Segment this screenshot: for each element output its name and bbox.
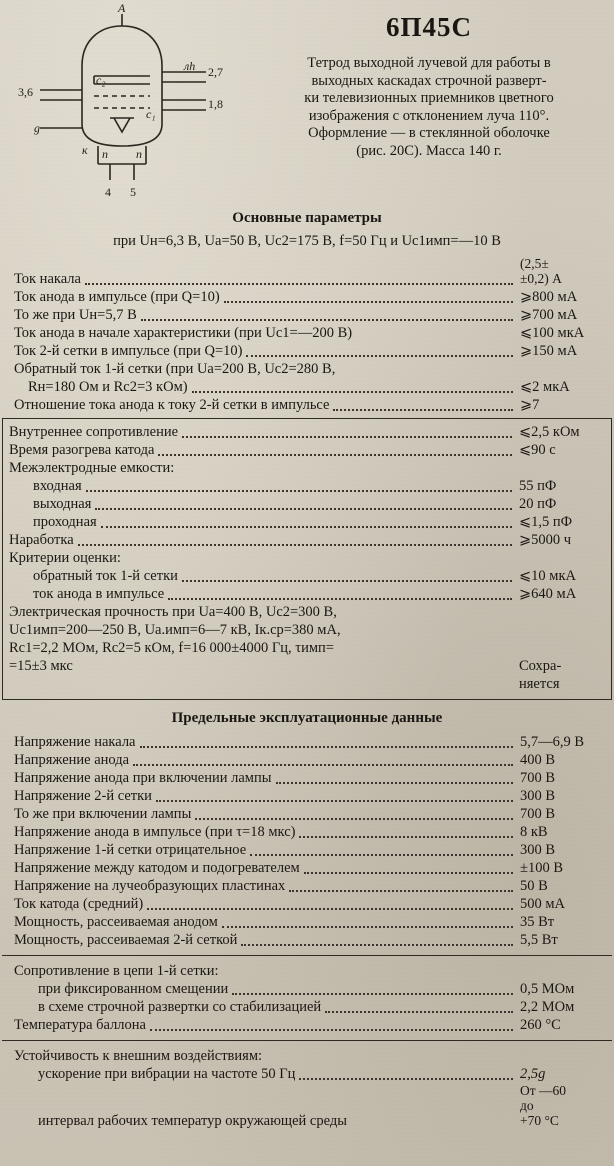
param-value: (2,5± ±0,2) А bbox=[520, 256, 562, 286]
param-value: 300 В bbox=[520, 842, 556, 858]
param-label: То же при Uн=5,7 В bbox=[14, 307, 137, 323]
leader-dots bbox=[276, 781, 514, 784]
pin-label-p-right: п bbox=[136, 147, 142, 161]
param-value: 2,5g bbox=[520, 1066, 546, 1082]
param-value: ⩾5000 ч bbox=[519, 532, 572, 548]
desc-line-3: ки телевизионных приемников цветного bbox=[304, 90, 554, 106]
page-title: 6П45С bbox=[386, 12, 472, 42]
title-block bbox=[252, 8, 606, 160]
leader-dots bbox=[224, 300, 513, 303]
param-value: ⩽90 с bbox=[519, 442, 556, 458]
param-label: Межэлектродные емкости: bbox=[9, 460, 175, 476]
desc-line-4: изображения с отклонением луча 110°. bbox=[308, 107, 550, 124]
param-label: при фиксированном смещении bbox=[38, 981, 229, 997]
param-label: То же при включении лампы bbox=[14, 806, 192, 822]
param-row bbox=[14, 931, 606, 949]
leader-dots bbox=[101, 525, 512, 528]
electrical-strength-value bbox=[515, 603, 605, 693]
param-row bbox=[14, 396, 606, 414]
param-row bbox=[9, 441, 605, 459]
param-label: Напряжение 1-й сетки отрицательное bbox=[14, 842, 247, 858]
pin-label-36: 3,6 bbox=[18, 85, 33, 99]
param-label: ток анода в импульсе bbox=[33, 586, 165, 602]
leader-dots bbox=[325, 1010, 513, 1013]
param-label: обратный ток 1-й сетки bbox=[33, 568, 178, 584]
param-value: ⩾7 bbox=[520, 397, 540, 413]
param-label: Внутреннее сопротивление bbox=[9, 424, 179, 440]
param-label: Температура баллона bbox=[14, 1017, 146, 1033]
desc-line-5: Оформление — в стеклянной оболочке bbox=[308, 125, 550, 141]
param-row bbox=[14, 378, 606, 396]
leader-dots bbox=[192, 390, 513, 393]
leader-dots bbox=[195, 817, 513, 820]
param-row bbox=[14, 751, 606, 769]
param-value: 8 кВ bbox=[520, 824, 548, 840]
param-row bbox=[14, 324, 606, 342]
leader-dots bbox=[333, 408, 513, 411]
leader-dots bbox=[289, 889, 513, 892]
param-row bbox=[14, 841, 606, 859]
limits-params-list bbox=[0, 733, 614, 949]
param-value: ±100 В bbox=[520, 860, 564, 876]
param-value: ⩾700 мА bbox=[520, 307, 578, 323]
leader-dots bbox=[140, 745, 514, 748]
param-row bbox=[14, 256, 606, 288]
param-row bbox=[14, 1016, 606, 1034]
leader-dots bbox=[86, 489, 512, 492]
leader-dots bbox=[95, 507, 512, 510]
leader-dots bbox=[299, 1077, 513, 1080]
leader-dots bbox=[158, 453, 512, 456]
electrical-strength-block bbox=[9, 603, 605, 693]
param-value: ⩾800 мА bbox=[520, 289, 578, 305]
param-label: выходная bbox=[33, 496, 92, 512]
param-row bbox=[9, 495, 605, 513]
param-row bbox=[14, 787, 606, 805]
param-value: ⩽2 мкА bbox=[520, 379, 570, 395]
param-row bbox=[14, 288, 606, 306]
param-label: Устойчивость к внешним воздействиям: bbox=[14, 1048, 263, 1064]
leader-dots bbox=[78, 543, 512, 546]
param-label: Напряжение анода bbox=[14, 752, 130, 768]
leader-dots bbox=[182, 435, 512, 438]
param-label: Напряжение между катодом и подогревателем bbox=[14, 860, 300, 876]
param-row bbox=[14, 877, 606, 895]
divider-line-2 bbox=[2, 1040, 612, 1041]
param-row bbox=[14, 859, 606, 877]
param-label: Мощность, рассеиваемая 2-й сеткой bbox=[14, 932, 238, 948]
param-label: Ток катода (средний) bbox=[14, 896, 144, 912]
param-row bbox=[14, 769, 606, 787]
param-row bbox=[14, 998, 606, 1016]
leader-dots bbox=[147, 907, 513, 910]
desc-line-6: (рис. 20С). Масса 140 г. bbox=[356, 142, 502, 159]
leader-dots bbox=[246, 354, 513, 357]
leader-dots bbox=[141, 318, 513, 321]
param-label: Сопротивление в цепи 1-й сетки: bbox=[14, 963, 219, 979]
param-value: 260 °С bbox=[520, 1017, 561, 1033]
section-heading-limits: Предельные эксплуатационные данные bbox=[171, 710, 443, 726]
param-label: Обратный ток 1-й сетки (при Ua=200 В, Uс2=280 В, bbox=[14, 361, 336, 377]
pin-label-g: g bbox=[34, 121, 40, 135]
param-label: входная bbox=[33, 478, 82, 494]
param-row bbox=[9, 423, 605, 441]
param-row bbox=[14, 342, 606, 360]
leader-dots bbox=[241, 943, 513, 946]
param-value: 700 В bbox=[520, 806, 556, 822]
param-value: От —60 до +70 °С bbox=[520, 1083, 567, 1128]
param-row bbox=[14, 733, 606, 751]
pin-label-lh: лh bbox=[184, 59, 196, 73]
param-label: Наработка bbox=[9, 532, 74, 548]
param-label: проходная bbox=[33, 514, 97, 530]
param-value: ⩽1,5 пФ bbox=[519, 514, 573, 530]
param-row bbox=[9, 567, 605, 585]
basic-params-list bbox=[0, 256, 614, 414]
pin-label-anode: A bbox=[118, 4, 126, 15]
param-label: Ток анода в начале характеристики (при Uс1=—200 В) bbox=[14, 325, 353, 341]
pin-label-p-left: п bbox=[102, 147, 108, 161]
param-value: 35 Вт bbox=[520, 914, 555, 930]
param-value: 50 В bbox=[520, 878, 548, 894]
pin-number-4: 4 bbox=[105, 185, 111, 199]
boxed-params-block bbox=[2, 418, 612, 700]
stability-params-list bbox=[0, 1047, 614, 1130]
param-value: 700 В bbox=[520, 770, 556, 786]
leader-dots bbox=[304, 871, 513, 874]
param-value: 2,2 МОм bbox=[520, 999, 575, 1015]
leader-dots bbox=[351, 1126, 513, 1127]
param-label: Критерии оценки: bbox=[9, 550, 121, 566]
section-heading-basic: Основные параметры bbox=[232, 210, 382, 226]
leader-dots bbox=[133, 763, 513, 766]
param-row bbox=[14, 306, 606, 324]
desc-line-1: Тетрод выходной лучевой для работы в bbox=[307, 55, 551, 71]
param-row bbox=[14, 913, 606, 931]
param-label: Ток накала bbox=[14, 271, 81, 287]
leader-dots bbox=[222, 925, 513, 928]
param-value: ⩽2,5 кОм bbox=[519, 424, 580, 440]
param-label: в схеме строчной развертки со стабилизацией bbox=[38, 999, 322, 1015]
param-value: 5,5 Вт bbox=[520, 932, 558, 948]
strength-value-line-1: Сохра- bbox=[519, 658, 562, 674]
param-row bbox=[14, 895, 606, 913]
param-value: 20 пФ bbox=[519, 496, 557, 512]
param-label: Напряжение на лучеобразующих пластинах bbox=[14, 878, 286, 894]
strength-line-2: Uс1имп=200—250 В, Uа.имп=6—7 кВ, Iк.ср=380 мА, bbox=[9, 622, 341, 638]
param-value: 400 В bbox=[520, 752, 556, 768]
param-label: Напряжение 2-й сетки bbox=[14, 788, 152, 804]
param-label: Напряжение накала bbox=[14, 734, 136, 750]
strength-line-4: =15±3 мкс bbox=[9, 658, 73, 674]
leader-dots bbox=[150, 1028, 513, 1031]
tube-description bbox=[252, 55, 606, 160]
param-label: Ток анода в импульсе (при Q=10) bbox=[14, 289, 220, 305]
desc-line-2: выходных каскадах строчной разверт- bbox=[311, 72, 547, 89]
pin-number-5: 5 bbox=[130, 185, 136, 199]
param-row bbox=[14, 980, 606, 998]
param-row bbox=[14, 1083, 606, 1130]
param-value: 300 В bbox=[520, 788, 556, 804]
param-label: Время разогрева катода bbox=[9, 442, 155, 458]
param-label: интервал рабочих температур окружающей среды bbox=[38, 1113, 347, 1129]
param-label: ускорение при вибрации на частоте 50 Гц bbox=[38, 1066, 296, 1082]
page-header bbox=[0, 0, 614, 200]
leader-dots bbox=[156, 799, 513, 802]
param-value: ⩾640 мА bbox=[519, 586, 577, 602]
strength-line-3: Rс1=2,2 МОм, Rс2=5 кОм, f=16 000±4000 Гц, τимп= bbox=[9, 640, 334, 656]
leader-dots bbox=[182, 579, 512, 582]
param-label: Отношение тока анода к току 2-й сетки в импульсе bbox=[14, 397, 330, 413]
param-label: Ток 2-й сетки в импульсе (при Q=10) bbox=[14, 343, 243, 359]
param-label: Мощность, рассеиваемая анодом bbox=[14, 914, 218, 930]
pin-label-k: к bbox=[82, 143, 88, 157]
leader-dots bbox=[356, 338, 513, 339]
strength-value-line-2: няется bbox=[519, 676, 560, 692]
pin-label-c1: c₁ bbox=[146, 107, 156, 121]
param-label: Rн=180 Ом и Rс2=3 кОм) bbox=[28, 379, 188, 395]
param-label: Напряжение анода в импульсе (при τ=18 мкс) bbox=[14, 824, 296, 840]
leader-dots bbox=[85, 282, 513, 285]
param-value: ⩾150 мА bbox=[520, 343, 578, 359]
param-row bbox=[9, 585, 605, 603]
tube-pinout-diagram bbox=[10, 4, 240, 200]
param-value: 0,5 МОм bbox=[520, 981, 575, 997]
pin-label-27: 2,7 bbox=[208, 65, 223, 79]
pin-label-18: 1,8 bbox=[208, 97, 223, 111]
pin-label-c2: c₂ bbox=[96, 73, 106, 87]
resistance-params-list bbox=[0, 962, 614, 1034]
electrical-strength-text bbox=[9, 603, 515, 693]
param-row bbox=[9, 531, 605, 549]
leader-dots bbox=[168, 597, 512, 600]
param-value: ⩽100 мкА bbox=[520, 325, 585, 341]
param-value: 55 пФ bbox=[519, 478, 557, 494]
param-label: Напряжение анода при включении лампы bbox=[14, 770, 272, 786]
param-value: 5,7—6,9 В bbox=[520, 734, 585, 750]
leader-dots bbox=[299, 835, 513, 838]
leader-dots bbox=[250, 853, 513, 856]
strength-line-1: Электрическая прочность при Ua=400 В, Uс2=300 В, bbox=[9, 604, 337, 620]
param-row bbox=[14, 805, 606, 823]
leader-dots bbox=[232, 992, 513, 995]
basic-conditions: при Uн=6,3 В, Ua=50 В, Uс2=175 В, f=50 Гц и Uс1имп=—10 В bbox=[113, 233, 501, 249]
param-row bbox=[14, 823, 606, 841]
param-row bbox=[9, 513, 605, 531]
param-value: 500 мА bbox=[520, 896, 566, 912]
param-row bbox=[9, 477, 605, 495]
divider-line-1 bbox=[2, 955, 612, 956]
param-row bbox=[14, 1065, 606, 1083]
param-value: ⩽10 мкА bbox=[519, 568, 576, 584]
